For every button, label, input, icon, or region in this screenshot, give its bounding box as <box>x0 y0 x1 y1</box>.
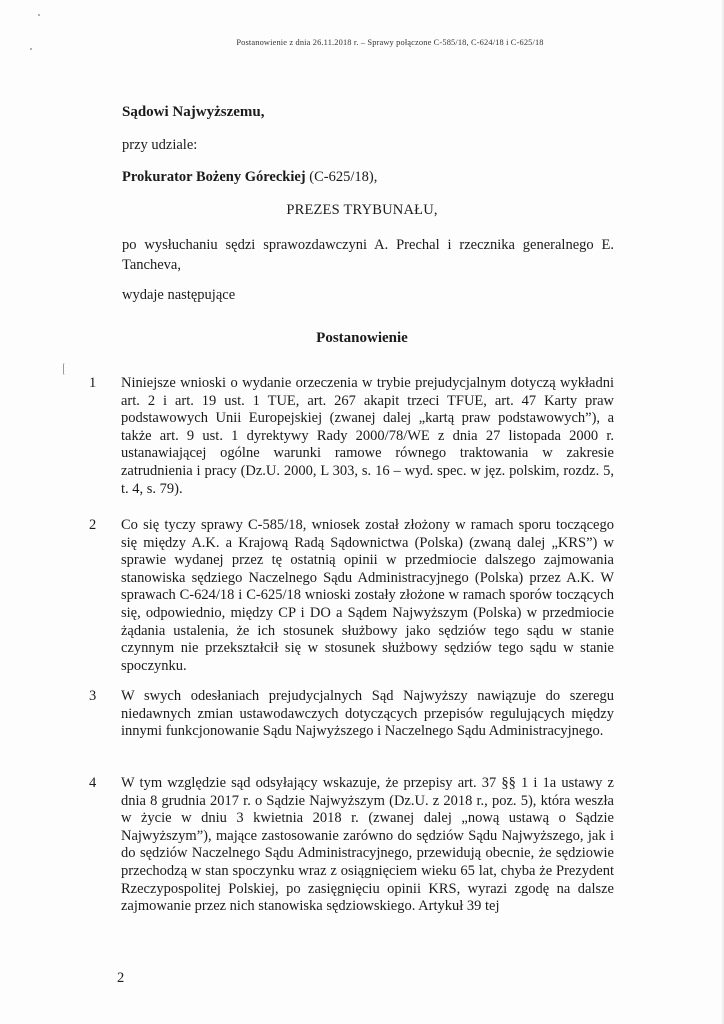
participation-line: przy udziale: <box>122 137 198 153</box>
paragraph-text: Co się tyczy sprawy C-585/18, wniosek został złożony w ramach sporu toczącego się między A.K. a Krajową Radą Sądownictwa (Polska) (zwaną dalej „KRS”) w sprawie wydanej przez tę ostatnią opinii w przedmiocie dalszego zajmowania stanowiska sędziego Naczelnego Sądu Administracyjnego (Polska) przez A.K. W sprawach C-624/18 i C-625/18 wnioski zostały złożone w ramach sporów toczących się, odpowiednio, między CP i DO a Sądem Najwyższym (Polska) w przedmiocie żądania ustalenia, że ich stosunek służbowy jako sędziów tego sądu w stanie czynnym nie przekształcił się w stosunek służbowy sędziów tego sądu w stanie spoczynku. <box>121 517 614 674</box>
paragraph-number: 4 <box>89 775 97 791</box>
issues-line: wydaje następujące <box>122 287 236 303</box>
paragraph-text: Niniejsze wnioski o wydanie orzeczenia w trybie prejudycjalnym dotyczą wykładni art. 2 i art. 19 ust. 1 TUE, art. 267 akapit trzeci TFUE, art. 47 Karty praw podstawowych Unii Europejskiej (zwanej dalej „kartą praw podstawowych”), a także art. 9 ust. 1 dyrektywy Rady 2000/78/WE z dnia 27 listopada 2000 r. ustanawiającej ogólne warunki ramowe równego traktowania w zakresie zatrudnienia i pracy (Dz.U. 2000, L 303, s. 16 – wyd. spec. w jęz. polskim, rozdz. 5, t. 4, s. 79). <box>121 375 614 497</box>
margin-pencil-mark <box>63 363 67 375</box>
paragraph-number: 3 <box>89 688 97 704</box>
president-line: PREZES TRYBUNAŁU, <box>286 202 438 218</box>
paragraph-text: W tym względzie sąd odsyłający wskazuje, że przepisy art. 37 §§ 1 i 1a ustawy z dnia 8 grudnia 2017 r. o Sądzie Najwyższym (Dz.U. z 2018 r., poz. 5), która weszła w życie w dniu 3 kwietnia 2018 r. (zwanej dalej „nową ustawą o Sądzie Najwyższym”), mające zastosowanie zarówno do sędziów Sądu Najwyższego, jak i do sędziów Naczelnego Sądu Administracyjnego, przewidują obecnie, że sędziowie przechodzą w stan spoczynku wraz z osiągnięciem wieku 65 lat, chyba że Prezydent Rzeczypospolitej Polskiej, po zasięgnięciu opinii KRS, wyrazi zgodę na dalsze zajmowanie przez nich stanowiska sędziowskiego. Artykuł 39 tej <box>121 775 614 915</box>
scan-speck <box>38 14 40 16</box>
order-heading: Postanowienie <box>316 330 408 346</box>
running-header: Postanowienie z dnia 26.11.2018 r. – Sprawy połączone C-585/18, C-624/18 i C-625/18 <box>236 38 544 47</box>
hearing-line: po wysłuchaniu sędzi sprawozdawczyni A. Prechal i rzecznika generalnego E. Tancheva, <box>122 237 614 273</box>
paragraph-number: 1 <box>89 375 97 391</box>
prosecutor-name: Prokurator Bożeny Góreckiej <box>122 169 306 185</box>
paragraph-text: W swych odesłaniach prejudycjalnych Sąd Najwyższy nawiązuje do szeregu niedawnych zmian ustawodawczych dotyczących przepisów regulujących między innymi funkcjonowanie Sądu Najwyższego i Naczelnego Sądu Administracyjnego. <box>121 688 614 740</box>
scan-speck <box>30 48 32 50</box>
page-number: 2 <box>117 970 125 986</box>
prosecutor-case: (C-625/18), <box>309 169 378 185</box>
paragraph-number: 2 <box>89 517 97 533</box>
prosecutor-line <box>122 169 377 186</box>
addressee-line: Sądowi Najwyższemu, <box>122 104 265 120</box>
